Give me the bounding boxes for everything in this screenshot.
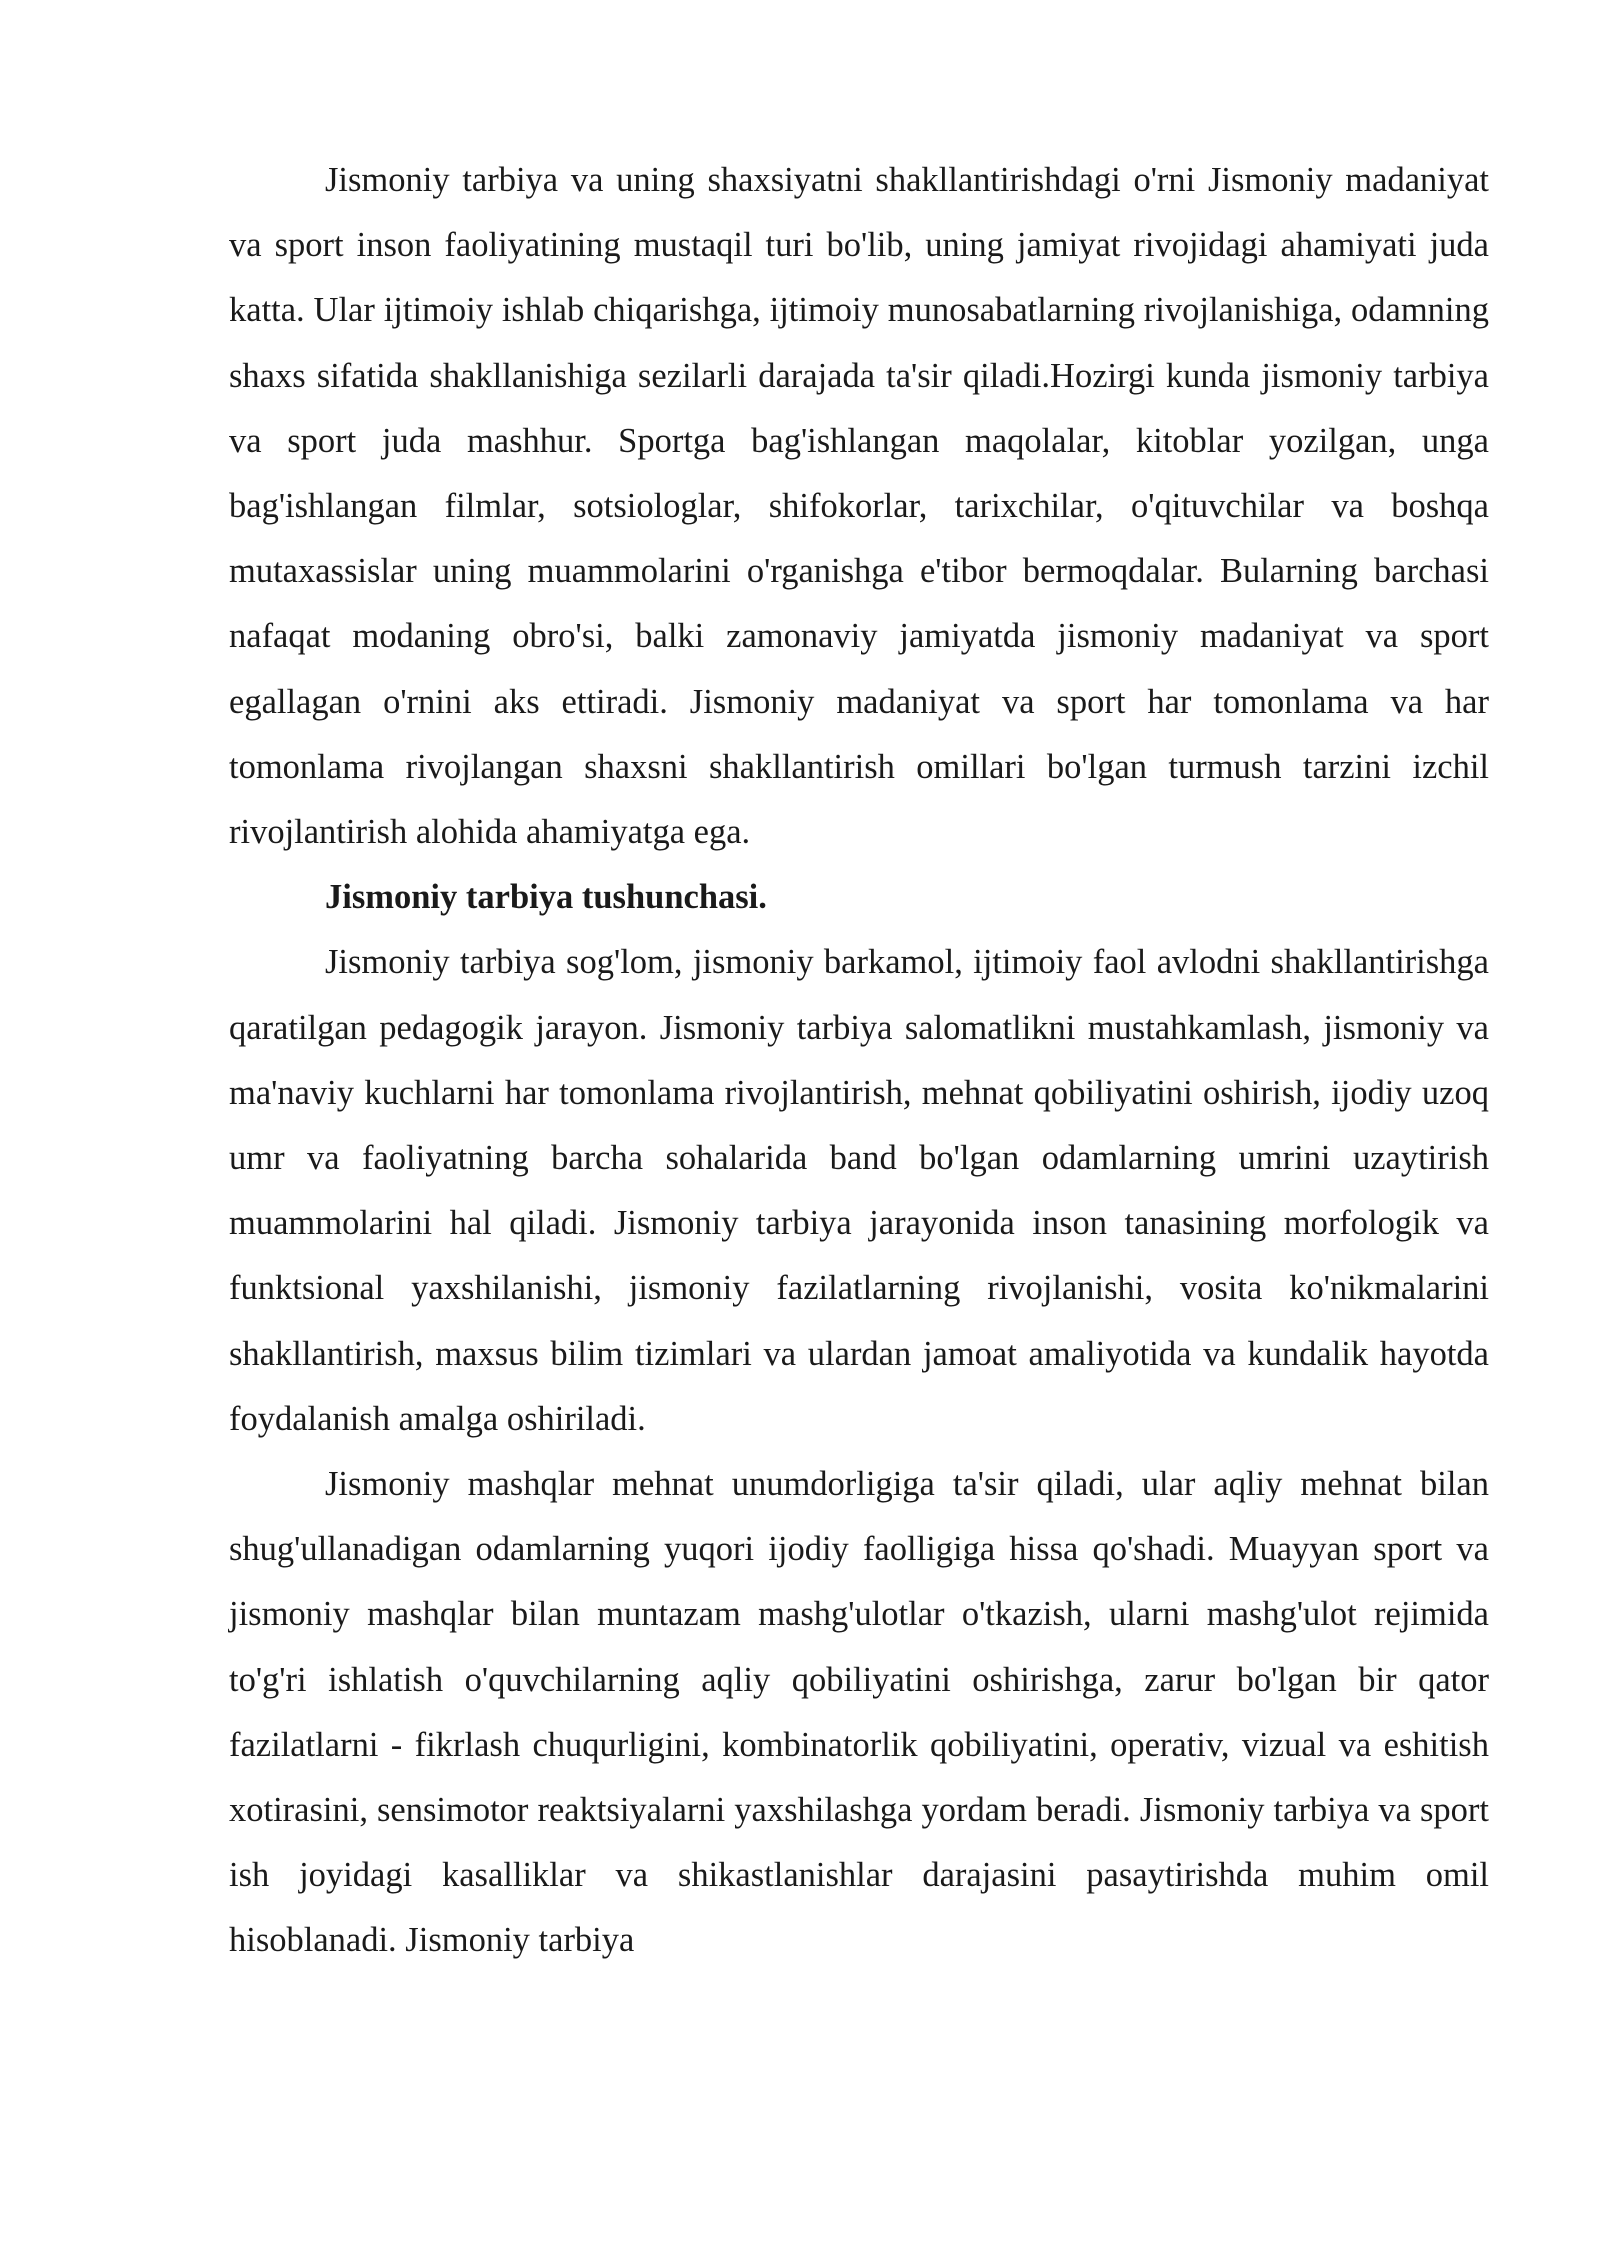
document-body bbox=[229, 148, 1489, 1974]
paragraph-definition: Jismoniy tarbiya sog'lom, jismoniy barkamol, ijtimoiy faol avlodni shakllantirishga qaratilgan pedagogik jarayon. Jismoniy tarbiya salomatlikni mustahkamlash, jismoniy va ma'naviy kuchlarni har tomonlama rivojlantirish, mehnat qobiliyatini oshirish, ijodiy uzoq umr va faoliyatning barcha sohalarida band bo'lgan odamlarning umrini uzaytirish muammolarini hal qiladi. Jismoniy tarbiya jarayonida inson tanasining morfologik va funktsional yaxshilanishi, jismoniy fazilatlarning rivojlanishi, vosita ko'nikmalarini shakllantirish, maxsus bilim tizimlari va ulardan jamoat amaliyotida va kundalik hayotda foydalanish amalga oshiriladi. bbox=[229, 943, 1489, 1438]
paragraph-intro: Jismoniy tarbiya va uning shaxsiyatni shakllantirishdagi o'rni Jismoniy madaniyat va sport inson faoliyatining mustaqil turi bo'lib, uning jamiyat rivojidagi ahamiyati juda katta. Ular ijtimoiy ishlab chiqarishga, ijtimoiy munosabatlarning rivojlanishiga, odamning shaxs sifatida shakllanishiga sezilarli darajada ta'sir qiladi.Hozirgi kunda jismoniy tarbiya va sport juda mashhur. Sportga bag'ishlangan maqolalar, kitoblar yozilgan, unga bag'ishlangan filmlar, sotsiologlar, shifokorlar, tarixchilar, o'qituvchilar va boshqa mutaxassislar uning muammolarini o'rganishga e'tibor bermoqdalar. Bularning barchasi nafaqat modaning obro'si, balki zamonaviy jamiyatda jismoniy madaniyat va sport egallagan o'rnini aks ettiradi. Jismoniy madaniyat va sport har tomonlama va har tomonlama rivojlangan shaxsni shakllantirish omillari bo'lgan turmush tarzini izchil rivojlantirish alohida ahamiyatga ega. bbox=[229, 161, 1489, 852]
paragraph-exercises: Jismoniy mashqlar mehnat unumdorligiga ta'sir qiladi, ular aqliy mehnat bilan shug'ullanadigan odamlarning yuqori ijodiy faolligiga hissa qo'shadi. Muayyan sport va jismoniy mashqlar bilan muntazam mashg'ulotlar o'tkazish, ularni mashg'ulot rejimida to'g'ri ishlatish o'quvchilarning aqliy qobiliyatini oshirishga, zarur bo'lgan bir qator fazilatlarni - fikrlash chuqurligini, kombinatorlik qobiliyatini, operativ, vizual va eshitish xotirasini, sensimotor reaktsiyalarni yaxshilashga yordam beradi. Jismoniy tarbiya va sport ish joyidagi kasalliklar va shikastlanishlar darajasini pasaytirishda muhim omil hisoblanadi. Jismoniy tarbiya bbox=[229, 1465, 1489, 1960]
section-heading: Jismoniy tarbiya tushunchasi. bbox=[325, 878, 767, 917]
